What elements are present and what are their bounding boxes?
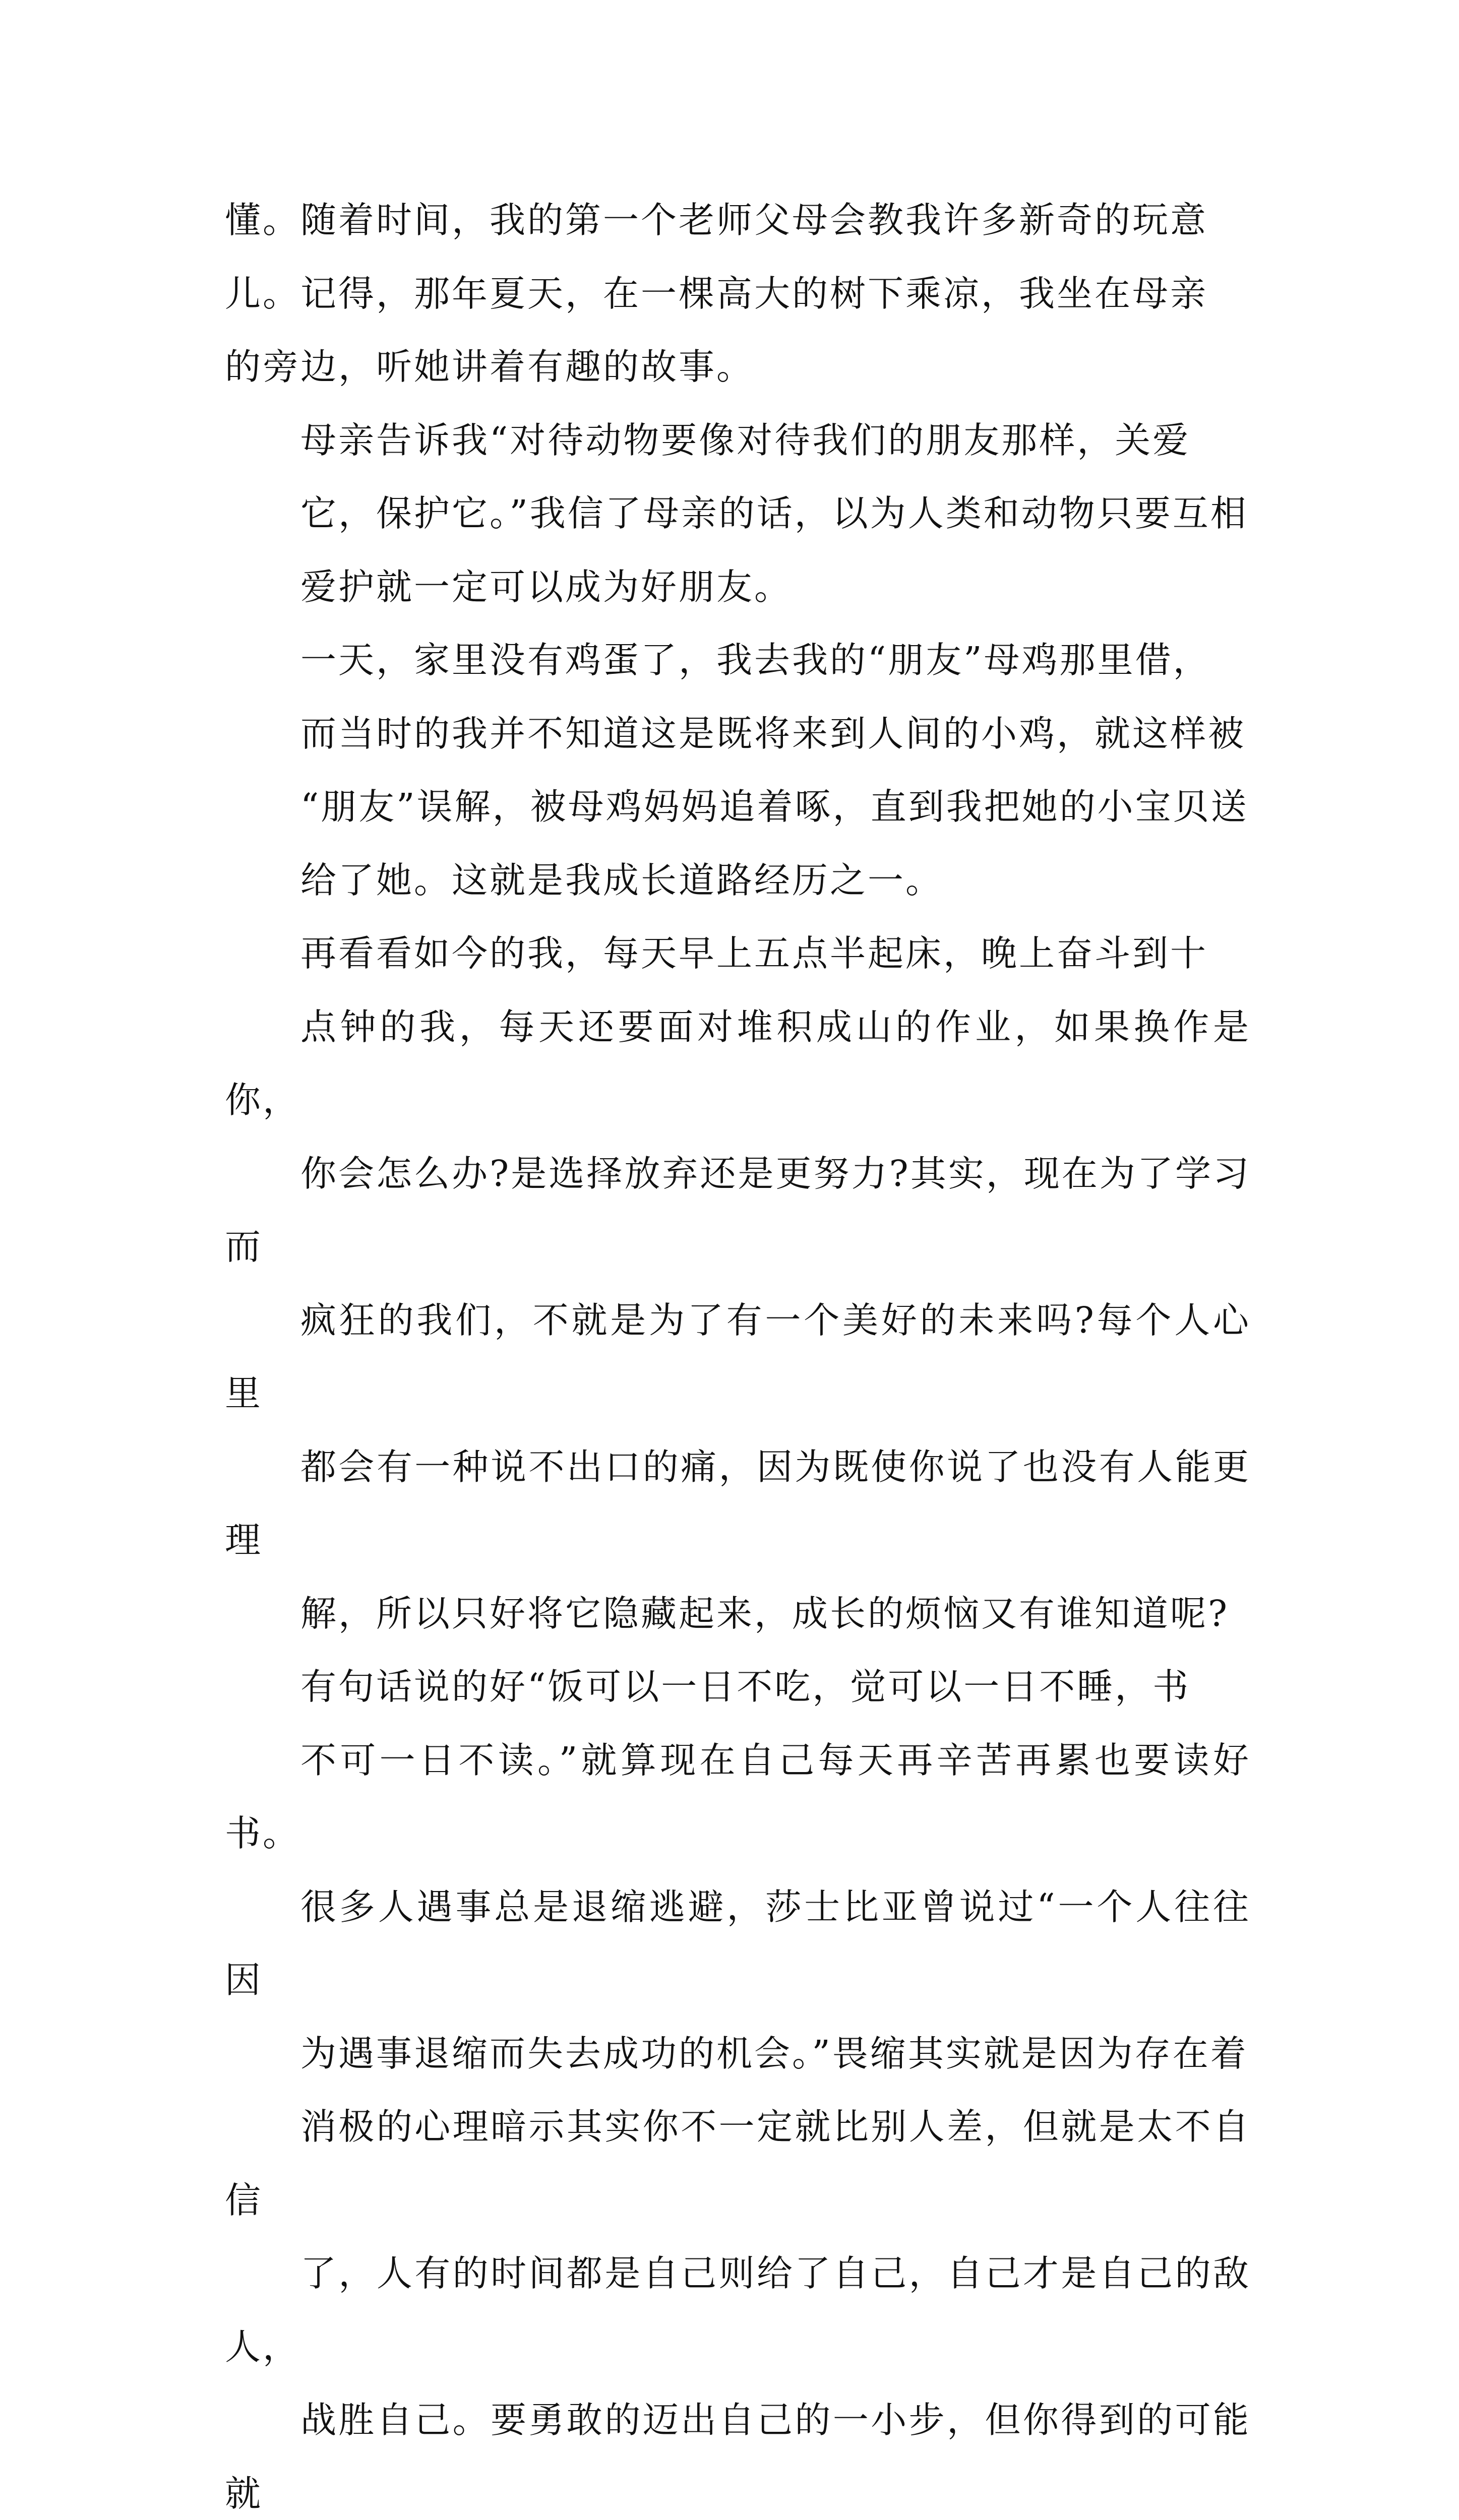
text-line: 有句话说的好“饭可以一日不吃，觉可以一日不睡，书 — [300, 1666, 1191, 1708]
text-line: 战胜自己。要勇敢的迈出自己的一小步，但你得到的可能就 — [225, 2399, 1251, 2514]
text-line: 而当时的我并不知道这是既将来到人间的小鸡，就这样被 — [300, 712, 1246, 754]
paragraph — [225, 1650, 1251, 2520]
paragraph — [225, 404, 1251, 624]
text-line: 都会有一种说不出口的痛，因为既使你说了也没有人能更理 — [225, 1445, 1251, 1561]
essay-body — [225, 183, 1251, 2520]
text-line: 很多人遇事总是退缩逃避，莎士比亚曾说过“一个人往往因 — [225, 1885, 1251, 2001]
text-line: 给了她。这就是我成长道路经历之一。 — [300, 859, 944, 901]
text-line: 它，保护它。”我信了母亲的话，以为人类和动物只要互相 — [300, 492, 1248, 534]
text-line: 疯狂的我们，不就是为了有一个美好的未来吗?每个人心里 — [225, 1299, 1251, 1414]
text-line: 不可一日不读。”就算现在自己每天再辛苦再累也要读好书。 — [225, 1739, 1251, 1854]
paragraph — [225, 183, 1251, 404]
text-line: 一天，家里没有鸡蛋了，我去我的“朋友”母鸡那里借， — [300, 639, 1211, 681]
text-line: “朋友”误解，被母鸡妈妈追着啄，直到我把她的小宝贝送 — [300, 786, 1249, 828]
text-line: 了，人有的时间都是自己则给了自己，自己才是自己的敌人， — [225, 2252, 1251, 2368]
text-line: 为遇事退缩而失去成功的机会。”畏缩其实就是因为存在着 — [300, 2032, 1248, 2074]
text-line: 再看看如今的我，每天早上五点半起床，晚上奋斗到十 — [300, 932, 1208, 974]
text-line: 爱护就一定可以成为好朋友。 — [300, 565, 793, 608]
text-line: 消极的心理暗示其实你不一定就比别人差，但就是太不自信 — [225, 2106, 1251, 2221]
paragraph — [225, 917, 1251, 1650]
text-line: 懂。随着时间，我的第一个老师父母会教我许多新奇的玩意 — [225, 199, 1208, 241]
paragraph — [225, 623, 1251, 917]
text-line: 的旁边，听她讲着有趣的故事。 — [225, 346, 755, 388]
text-line: 点钟的我，每天还要面对堆积成山的作业，如果换作是你， — [225, 1005, 1251, 1121]
text-line: 母亲告诉我“对待动物要像对待我们的朋友那样，关爱 — [300, 419, 1191, 461]
text-line: 你会怎么办?是选择放弃还是更努力?其实，现在为了学习而 — [225, 1152, 1251, 1268]
text-line: 儿。记得，那年夏天，在一棵高大的树下乘凉，我坐在母亲 — [225, 272, 1208, 314]
text-line: 解，所以只好将它隐藏起来，成长的烦恼又有谁知道呢? — [300, 1592, 1230, 1634]
